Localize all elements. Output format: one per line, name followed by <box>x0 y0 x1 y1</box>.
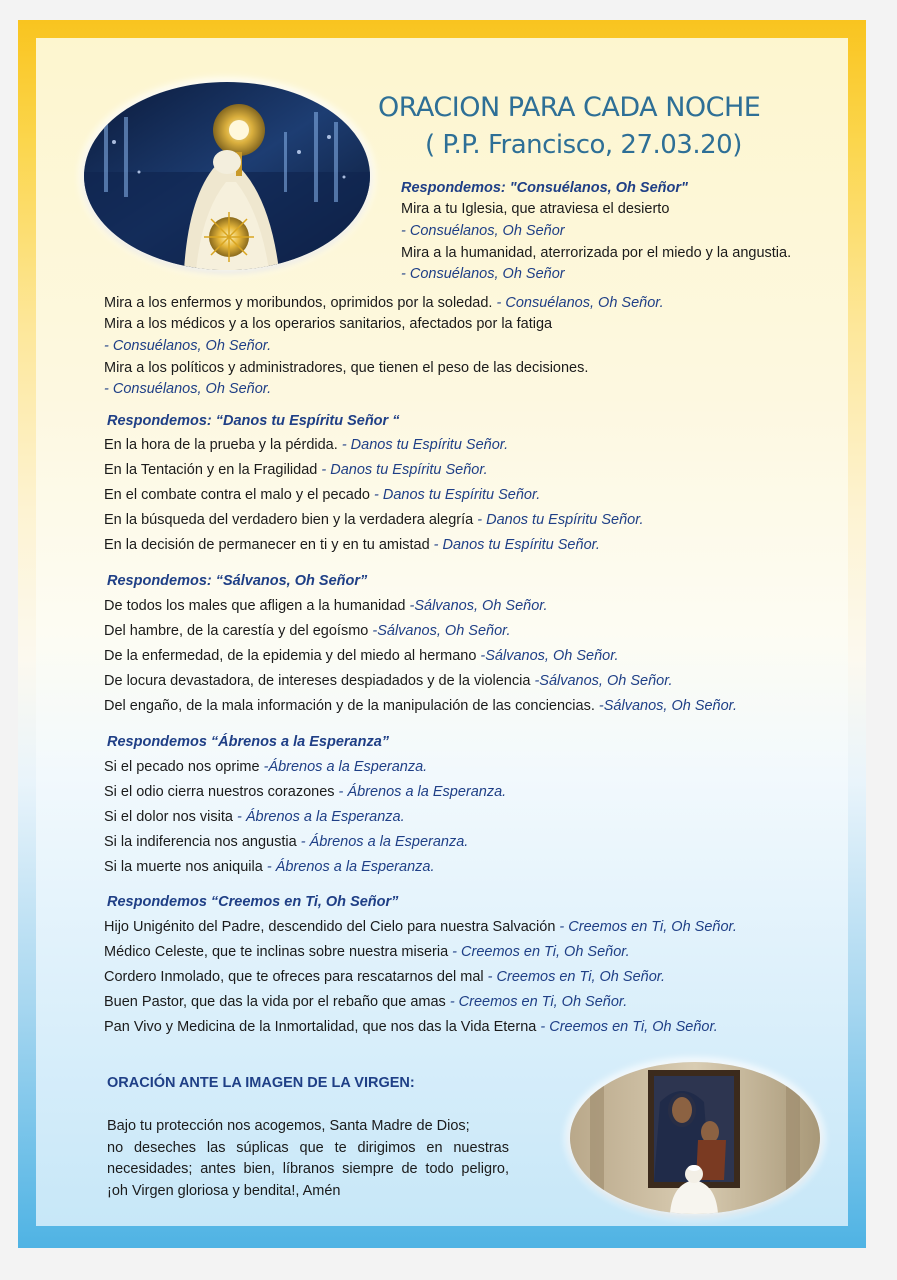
list-item <box>104 859 434 875</box>
prayer-response: - Consuélanos, Oh Señor. <box>104 338 272 354</box>
prayer-line-text: Hijo Unigénito del Padre, descendido del Cielo para nuestra Salvación <box>104 919 560 935</box>
photo-pope-monstrance-drawing <box>84 82 370 270</box>
prayer-line-text: De la enfermedad, de la epidemia y del miedo al hermano <box>104 648 481 664</box>
list-item <box>104 648 619 664</box>
prayer-line-text: Si el odio cierra nuestros corazones <box>104 784 339 800</box>
section-heading-consuelanos: Respondemos: "Consuélanos, Oh Señor" <box>401 180 688 196</box>
section-heading-danos: Respondemos: “Danos tu Espíritu Señor “ <box>107 413 400 429</box>
prayer-line-text: Del engaño, de la mala información y de la manipulación de las conciencias. <box>104 698 599 714</box>
prayer-line-text: En la hora de la prueba y la pérdida. <box>104 437 342 453</box>
prayer-response: - Consuélanos, Oh Señor. <box>496 295 664 311</box>
prayer-response: - Ábrenos a la Esperanza. <box>338 784 507 800</box>
page-title: ORACION PARA CADA NOCHE <box>378 92 761 123</box>
section-heading-creemos: Respondemos “Creemos en Ti, Oh Señor” <box>107 894 399 910</box>
list-item <box>104 437 508 453</box>
prayer-response: -Sálvanos, Oh Señor. <box>480 648 619 664</box>
prayer-line: Mira a tu Iglesia, que atraviesa el desierto <box>401 201 670 217</box>
prayer-response: - Danos tu Espíritu Señor. <box>374 487 541 503</box>
prayer-line-text: Cordero Inmolado, que te ofreces para rescatarnos del mal <box>104 969 488 985</box>
prayer-line: Mira a la humanidad, aterrorizada por el miedo y la angustia. <box>401 245 792 261</box>
prayer-response: -Sálvanos, Oh Señor. <box>372 623 511 639</box>
prayer-line-text: Pan Vivo y Medicina de la Inmortalidad, que nos das la Vida Eterna <box>104 1019 541 1035</box>
prayer-response: - Danos tu Espíritu Señor. <box>341 437 509 453</box>
list-item <box>104 698 737 714</box>
prayer-response: - Creemos en Ti, Oh Señor. <box>452 944 630 960</box>
prayer-line-text: De locura devastadora, de intereses despiadados y de la violencia <box>104 673 535 689</box>
final-prayer-line: necesidades; antes bien, líbranos siempre de todo peligro, <box>107 1161 509 1177</box>
prayer-response: - Creemos en Ti, Oh Señor. <box>487 969 666 985</box>
prayer-line-text: Si el dolor nos visita <box>104 809 237 825</box>
list-item <box>104 969 665 985</box>
prayer-response: - Creemos en Ti, Oh Señor. <box>559 919 737 935</box>
prayer-line: Mira a los médicos y a los operarios sanitarios, afectados por la fatiga <box>104 316 553 332</box>
list-item <box>104 784 506 800</box>
list-item <box>104 462 488 478</box>
list-item <box>104 809 405 825</box>
page-subtitle: ( P.P. Francisco, 27.03.20) <box>425 130 742 160</box>
list-item <box>104 919 737 935</box>
prayer-response: - Consuélanos, Oh Señor <box>401 266 565 282</box>
list-item <box>104 623 510 639</box>
list-item <box>104 994 627 1010</box>
list-item <box>104 1019 718 1035</box>
prayer-line-text: En la Tentación y en la Fragilidad <box>104 462 322 478</box>
final-prayer-line: Bajo tu protección nos acogemos, Santa Madre de Dios; <box>107 1118 470 1134</box>
section-heading-virgen: ORACIÓN ANTE LA IMAGEN DE LA VIRGEN: <box>107 1075 415 1091</box>
prayer-response: - Consuélanos, Oh Señor <box>401 223 565 239</box>
prayer-response: -Sálvanos, Oh Señor. <box>534 673 673 689</box>
final-prayer-line: no deseches las súplicas que te dirigimos en nuestras <box>107 1139 509 1156</box>
prayer-line-text: Buen Pastor, que das la vida por el rebaño que amas <box>104 994 450 1010</box>
prayer-response: -Sálvanos, Oh Señor. <box>409 598 548 614</box>
prayer-response: - Ábrenos a la Esperanza. <box>236 809 405 825</box>
prayer-line-text: Médico Celeste, que te inclinas sobre nuestra miseria <box>104 944 453 960</box>
prayer-line-text: En la decisión de permanecer en ti y en tu amistad <box>104 537 434 553</box>
prayer-line-text: Si el pecado nos oprime <box>104 759 264 775</box>
list-item <box>104 673 673 689</box>
prayer-line <box>104 295 664 311</box>
prayer-line-text: De todos los males que afligen a la humanidad <box>104 598 410 614</box>
photo-pope-monstrance <box>84 82 370 270</box>
prayer-response: - Consuélanos, Oh Señor. <box>104 381 272 397</box>
prayer-line-text: En el combate contra el malo y el pecado <box>104 487 375 503</box>
prayer-response: - Ábrenos a la Esperanza. <box>266 859 435 875</box>
prayer-line-text: Si la muerte nos aniquila <box>104 859 267 875</box>
prayer-response: - Ábrenos a la Esperanza. <box>300 834 469 850</box>
section-heading-abrenos: Respondemos “Ábrenos a la Esperanza” <box>107 734 390 750</box>
prayer-line: Mira a los políticos y administradores, que tienen el peso de las decisiones. <box>104 360 589 376</box>
prayer-response: - Danos tu Espíritu Señor. <box>477 512 644 528</box>
list-item <box>104 598 548 614</box>
section-heading-salvanos: Respondemos: “Sálvanos, Oh Señor” <box>107 573 368 589</box>
prayer-response: - Creemos en Ti, Oh Señor. <box>540 1019 718 1035</box>
prayer-line-text: Si la indiferencia nos angustia <box>104 834 301 850</box>
list-item <box>104 512 644 528</box>
prayer-line-text: Del hambre, de la carestía y del egoísmo <box>104 623 373 639</box>
prayer-response: - Danos tu Espíritu Señor. <box>321 462 488 478</box>
prayer-line-text: En la búsqueda del verdadero bien y la verdadera alegría <box>104 512 478 528</box>
final-prayer-paragraph <box>107 1116 509 1202</box>
prayer-response: -Sálvanos, Oh Señor. <box>598 698 737 714</box>
list-item <box>104 537 600 553</box>
prayer-response: - Creemos en Ti, Oh Señor. <box>449 994 628 1010</box>
prayer-card <box>18 20 866 1248</box>
photo-pope-virgin-icon <box>570 1062 820 1214</box>
list-item <box>104 834 468 850</box>
prayer-response: - Danos tu Espíritu Señor. <box>433 537 600 553</box>
list-item <box>104 487 540 503</box>
list-item <box>104 759 427 775</box>
list-item <box>104 944 630 960</box>
prayer-response: -Ábrenos a la Esperanza. <box>263 759 428 775</box>
photo-pope-virgin-icon-drawing <box>570 1062 820 1214</box>
prayer-line-text: Mira a los enfermos y moribundos, oprimidos por la soledad. <box>104 295 497 311</box>
final-prayer-line: ¡oh Virgen gloriosa y bendita!, Amén <box>107 1182 341 1199</box>
